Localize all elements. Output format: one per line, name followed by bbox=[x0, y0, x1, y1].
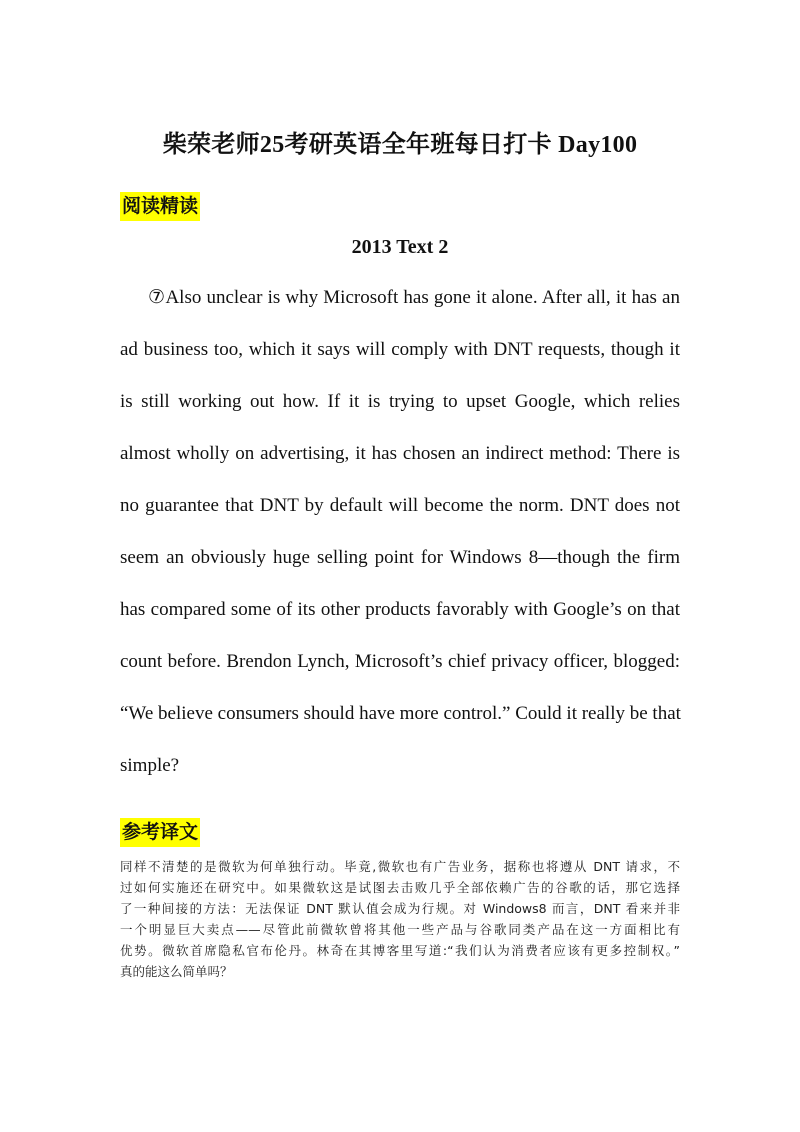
translation-line: 一个明显巨大卖点——尽管此前微软曾将其他一些产品与谷歌同类产品在这一方面相比有 bbox=[120, 922, 680, 937]
passage-line: no guarantee that DNT by default will become the norm. DNT does not bbox=[120, 495, 680, 516]
translation-line: 同样不清楚的是微软为何单独行动。毕竟,微软也有广告业务，据称也将遵从 DNT 请求，不 bbox=[120, 859, 680, 874]
translation-line: 真的能这么简单吗？ bbox=[120, 964, 233, 979]
passage-line: count before. Brendon Lynch, Microsoft’s chief privacy officer, blogged: bbox=[120, 651, 680, 672]
translation-line: 过如何实施还在研究中。如果微软这是试图去击败几乎全部依赖广告的谷歌的话，那它选择 bbox=[120, 880, 680, 895]
page-title: 柴荣老师25考研英语全年班每日打卡 Day100 bbox=[162, 132, 638, 158]
passage-line: ad business too, which it says will comply with DNT requests, though it bbox=[120, 339, 680, 360]
passage-line: is still working out how. If it is trying to upset Google, which relies bbox=[120, 391, 680, 412]
reading-passage bbox=[120, 280, 680, 800]
passage-line: seem an obviously huge selling point for Windows 8—though the firm bbox=[120, 547, 680, 568]
passage-line: “We believe consumers should have more control.” Could it really be that bbox=[120, 703, 681, 724]
passage-line: simple? bbox=[120, 755, 180, 776]
section-label-translation: 参考译文 bbox=[120, 818, 200, 847]
translation-line: 优势。微软首席隐私官布伦丹。林奇在其博客里写道:“我们认为消费者应该有更多控制权。” bbox=[120, 943, 680, 958]
translation-passage bbox=[120, 856, 680, 982]
section-label-reading: 阅读精读 bbox=[120, 192, 200, 221]
text-heading: 2013 Text 2 bbox=[351, 236, 449, 258]
passage-line: ⑦Also unclear is why Microsoft has gone it alone. After all, it has an bbox=[148, 287, 680, 308]
passage-line: has compared some of its other products favorably with Google’s on that bbox=[120, 599, 680, 620]
passage-line: almost wholly on advertising, it has chosen an indirect method: There is bbox=[120, 443, 680, 464]
translation-line: 了一种间接的方法：无法保证 DNT 默认值会成为行规。对 Windows8 而言，DNT 看来并非 bbox=[120, 901, 680, 916]
